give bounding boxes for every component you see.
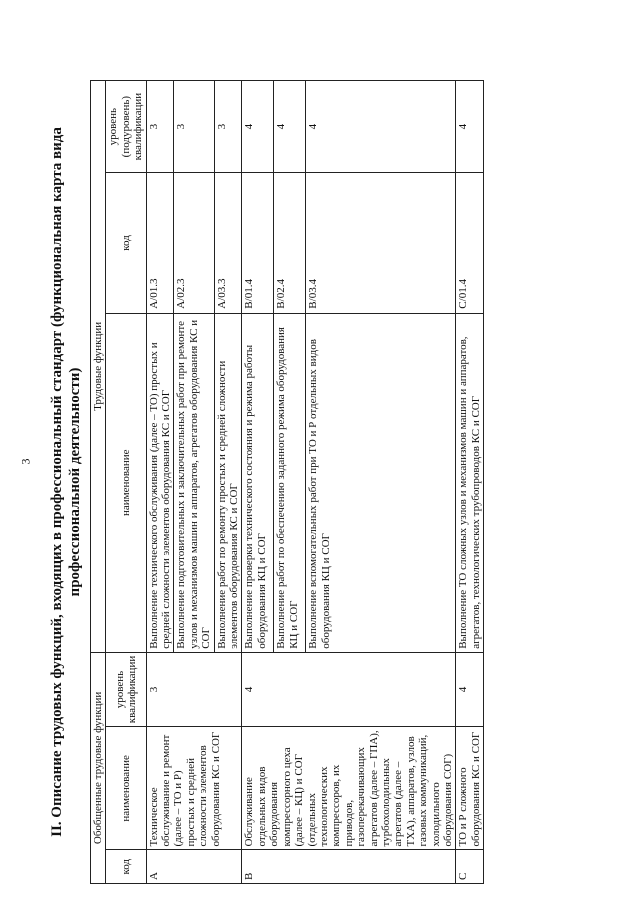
header-name: наименование <box>106 727 146 850</box>
function-code: B/02.4 <box>274 173 306 313</box>
header-level: уровень квалификации <box>106 652 146 726</box>
group-code: B <box>242 850 456 884</box>
group-name: ТО и Р сложного оборудования КС и СОГ <box>456 727 484 850</box>
table-row <box>456 81 484 884</box>
group-level: 4 <box>456 652 484 726</box>
title-line-1: II. Описание трудовых функций, входящих в профессиональный стандарт (функциональная карта вида <box>49 127 65 837</box>
function-sublevel: 4 <box>242 81 274 173</box>
function-code: A/01.3 <box>146 173 174 313</box>
function-name: Выполнение технического обслуживания (далее – ТО) простых и средней сложности элементов оборудования КС и СОГ <box>146 313 174 652</box>
header-function-code: код <box>106 173 146 313</box>
function-name: Выполнение работ по обеспечению заданного режима оборудования КЦ и СОГ <box>274 313 306 652</box>
header-function-name: наименование <box>106 313 146 652</box>
function-code: B/03.4 <box>306 173 456 313</box>
function-name: Выполнение ТО сложных узлов и механизмов машин и аппаратов, агрегатов, технологических трубопроводов КС и СОГ <box>456 313 484 652</box>
header-labor: Трудовые функции <box>91 81 106 653</box>
header-row-2 <box>106 81 146 884</box>
function-sublevel: 3 <box>214 81 242 173</box>
group-name: Техническое обслуживание и ремонт (далее – ТО и Р) простых и средней сложности элементов оборудования КС и СОГ <box>146 727 242 850</box>
function-sublevel: 3 <box>146 81 174 173</box>
function-code: A/02.3 <box>174 173 214 313</box>
function-sublevel: 4 <box>306 81 456 173</box>
group-code: C <box>456 850 484 884</box>
header-row-1 <box>91 81 106 884</box>
group-code: A <box>146 850 242 884</box>
group-level: 3 <box>146 652 242 726</box>
header-code: код <box>106 850 146 884</box>
function-sublevel: 4 <box>456 81 484 173</box>
function-sublevel: 3 <box>174 81 214 173</box>
group-name: Обслуживание отдельных видов оборудования компрессорного цеха (далее – КЦ) и СОГ (отдельных технологических компрессоров, их приводов, газоперекачивающих агрегатов (далее – ГПА), турбохолодильных агрегатов (далее – ТХА), аппаратов, узлов газовых коммуникаций, холодильного оборудования СОГ) <box>242 727 456 850</box>
function-code: A/03.3 <box>214 173 242 313</box>
group-level: 4 <box>242 652 456 726</box>
function-code: B/01.4 <box>242 173 274 313</box>
table-row <box>146 81 174 884</box>
rotated-page <box>26 80 614 884</box>
header-sublevel: уровень (подуровень) квалификации <box>106 81 146 173</box>
functional-map-table <box>90 80 484 884</box>
function-name: Выполнение проверки технического состояния и режима работы оборудования КЦ и СОГ <box>242 313 274 652</box>
header-generalized: Обобщенные трудовые функции <box>91 652 106 883</box>
section-title <box>48 80 84 884</box>
function-name: Выполнение подготовительных и заключительных работ при ремонте узлов и механизмов машин и аппаратов, агрегатов оборудования КС и СОГ <box>174 313 214 652</box>
function-name: Выполнение вспомогательных работ при ТО и Р отдельных видов оборудования КЦ и СОГ <box>306 313 456 652</box>
function-code: C/01.4 <box>456 173 484 313</box>
function-sublevel: 4 <box>274 81 306 173</box>
function-name: Выполнение работ по ремонту простых и средней сложности элементов оборудования КС и СОГ <box>214 313 242 652</box>
page-number: 3 <box>18 458 33 465</box>
table-row <box>242 81 274 884</box>
title-line-2: профессиональной деятельности) <box>67 367 83 597</box>
